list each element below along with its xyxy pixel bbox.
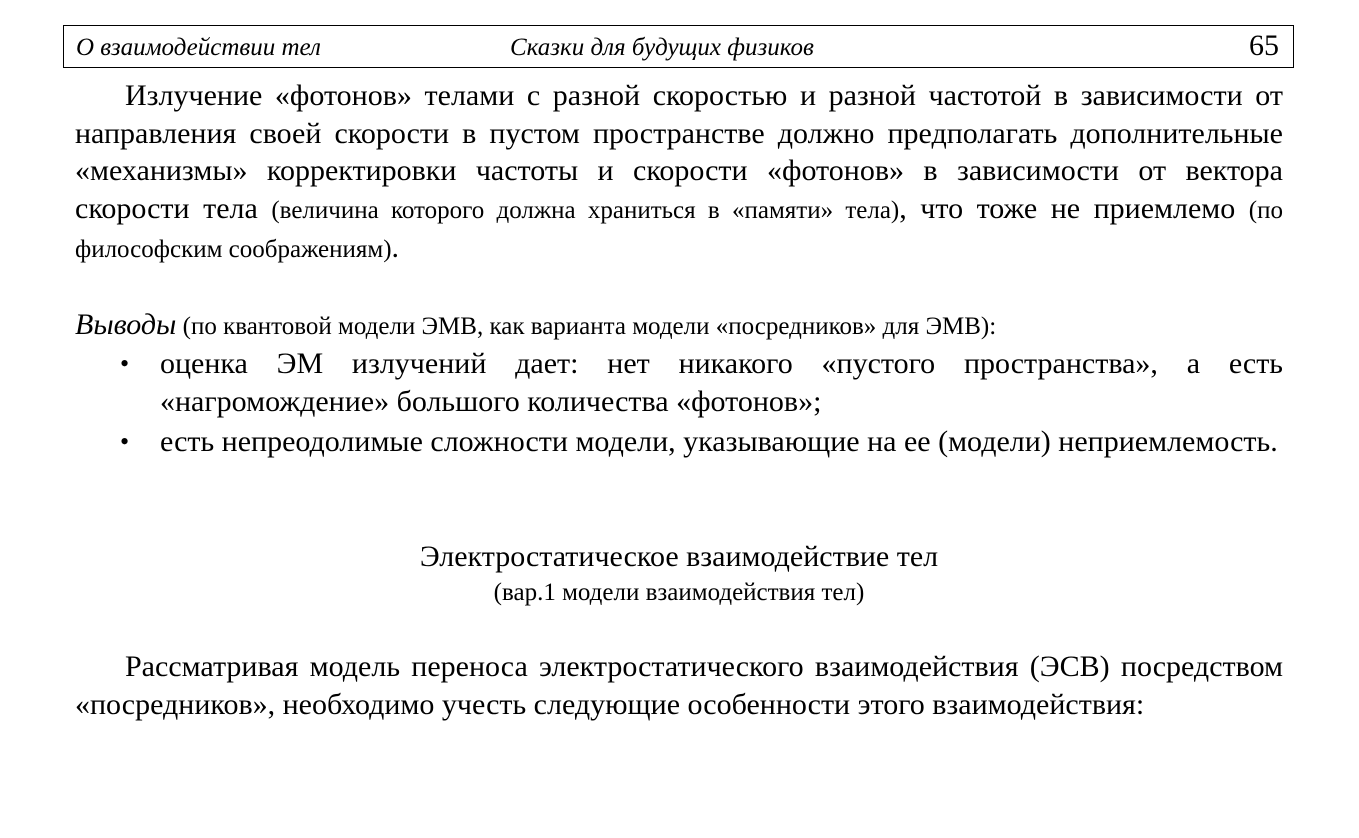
conclusions-heading xyxy=(75,306,1283,346)
header-book-title: О взаимодействии тел xyxy=(76,34,321,61)
paragraph-electrostatic: Рассматривая модель переноса электростатического взаимодействия (ЭСВ) посредством «посредников», необходимо учесть следующие особенности этого взаимодействия: xyxy=(75,649,1283,721)
list-item xyxy=(75,423,1283,461)
page-header xyxy=(63,25,1294,68)
paragraph-note: (по философским соображениям) xyxy=(75,196,1284,263)
conclusions-note: (по квантовой модели ЭМВ, как варианта модели «посредников» для ЭМВ): xyxy=(176,312,997,340)
header-series-title: Сказки для будущих физиков xyxy=(510,34,814,61)
section-subtitle: (вар.1 модели взаимодействия тел) xyxy=(493,578,865,606)
page-number: 65 xyxy=(1249,29,1279,62)
section-title: Электростатическое взаимодействие тел xyxy=(419,539,939,573)
paragraph-text: , что тоже не приемлемо xyxy=(899,191,1249,225)
paragraph-note: (величина которого должна храниться в «памяти» тела) xyxy=(271,196,900,224)
paragraph-text: Излучение «фотонов» телами с разной скоростью и разной частотой в зависимости от направления своей скорости в пустом пространстве должно предполагать дополнительные «механизмы» корректировки частоты и скорости «фотонов» в зависимости от вектора скорости тела xyxy=(75,79,1283,225)
conclusions-label: Выводы xyxy=(75,307,177,341)
bullet-icon: • xyxy=(120,427,130,456)
paragraph-photon-emission xyxy=(75,77,1283,269)
paragraph-text: . xyxy=(391,231,400,264)
page-content xyxy=(75,77,1283,724)
bullet-icon: • xyxy=(120,349,130,378)
list-item xyxy=(75,345,1283,420)
list-item-text: оценка ЭМ излучений дает: нет никакого «пустого пространства», а есть «нагромождение» большого количества «фотонов»; xyxy=(160,347,1283,418)
conclusions-list xyxy=(75,345,1283,461)
list-item-text: есть непреодолимые сложности модели, указывающие на ее (модели) неприемлемость. xyxy=(160,425,1278,458)
